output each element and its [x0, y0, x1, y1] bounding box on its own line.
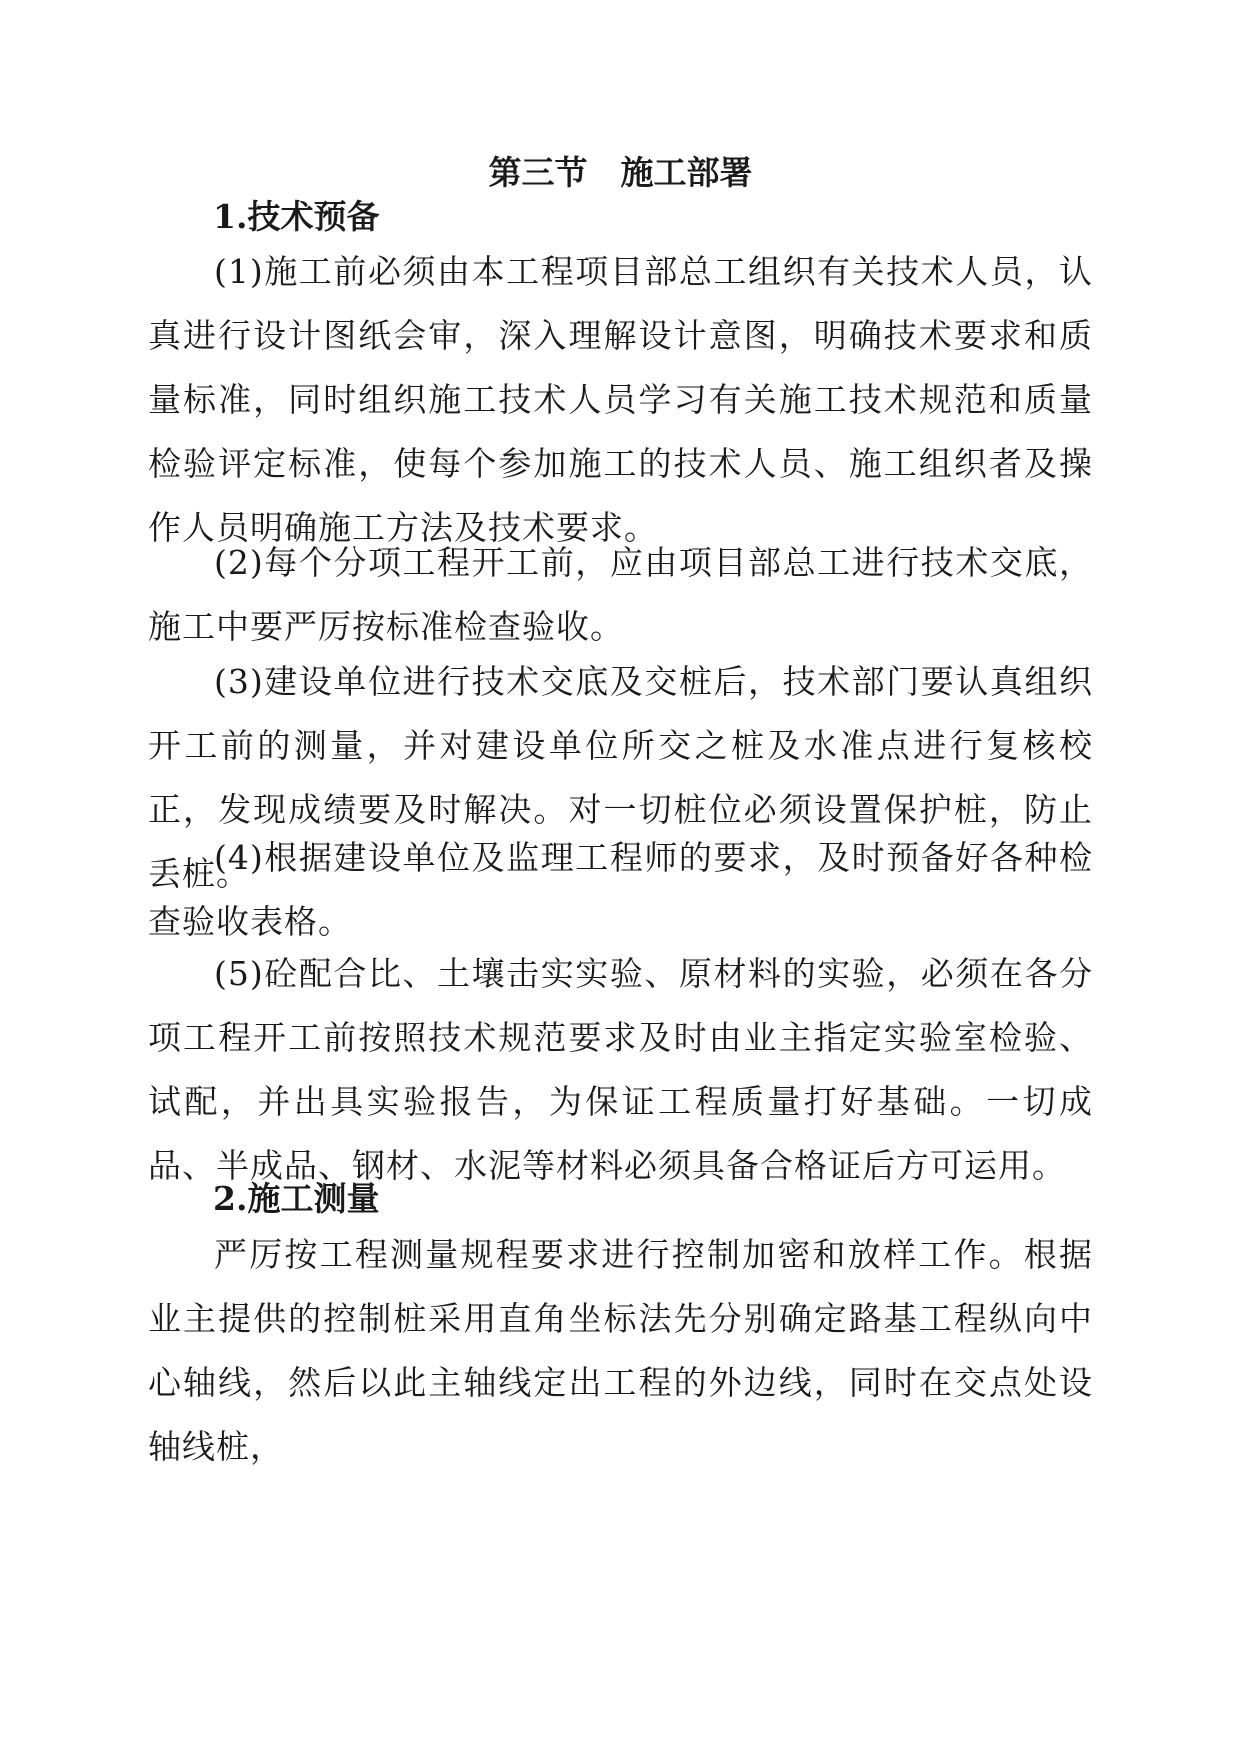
heading-construction-survey: 2.施工测量 — [213, 1179, 380, 1218]
paragraph-4: (4)根据建设单位及监理工程师的要求，及时预备好各种检查验收表格。 — [148, 838, 1093, 941]
paragraph-5: (5)砼配合比、土壤击实实验、原材料的实验，必须在各分项工程开工前按照技术规范要求及时由业主指定实验室检验、试配，并出具实验报告，为保证工程质量打好基础。一切成品、半成品、钢材、水泥等材料必须具备合格证后方可运用。 — [148, 954, 1093, 1185]
heading-technical-preparation: 1.技术预备 — [213, 197, 380, 236]
paragraph-1: (1)施工前必须由本工程项目部总工组织有关技术人员，认真进行设计图纸会审，深入理解设计意图，明确技术要求和质量标准，同时组织施工技术人员学习有关施工技术规范和质量检验评定标准，使每个参加施工的技术人员、施工组织者及操作人员明确施工方法及技术要求。 — [148, 252, 1093, 547]
paragraph-2: (2)每个分项工程开工前，应由项目部总工进行技术交底，施工中要严厉按标准检查验收。 — [148, 543, 1093, 646]
section-title: 第三节 施工部署 — [488, 153, 753, 192]
paragraph-3: (3)建设单位进行技术交底及交桩后，技术部门要认真组织开工前的测量，并对建设单位所交之桩及水准点进行复核校正，发现成绩要及时解决。对一切桩位必须设置保护桩，防止丢桩。 — [148, 662, 1093, 893]
paragraph-6: 严厉按工程测量规程要求进行控制加密和放样工作。根据业主提供的控制桩采用直角坐标法先分别确定路基工程纵向中心轴线，然后以此主轴线定出工程的外边线，同时在交点处设轴线桩， — [148, 1235, 1093, 1466]
